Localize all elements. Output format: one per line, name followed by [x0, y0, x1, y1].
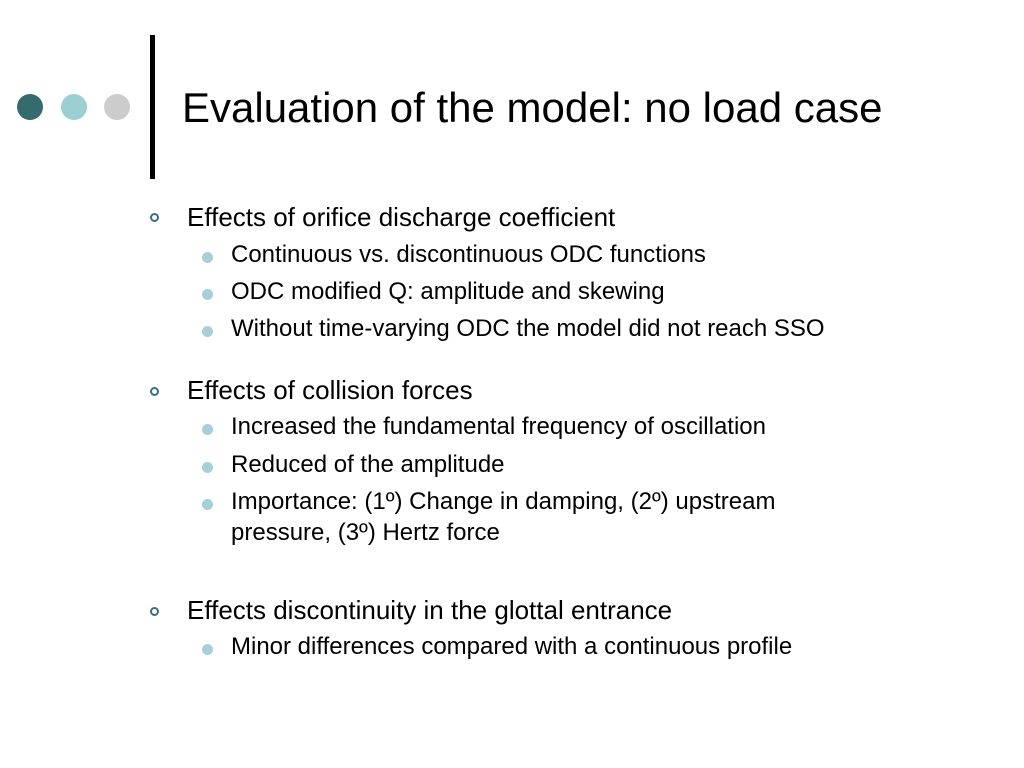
list-item: Increased the fundamental frequency of oscillation	[231, 413, 766, 440]
level2-bullet-icon	[202, 289, 213, 300]
level2-bullet-icon	[202, 644, 213, 655]
list-item: Continuous vs. discontinuous ODC functions	[231, 241, 706, 268]
level2-bullet-icon	[202, 499, 213, 510]
list-item: Minor differences compared with a continuous profile	[231, 633, 793, 660]
level1-bullet-icon	[150, 387, 159, 396]
list-item: Importance: (1º) Change in damping, (2º) upstream	[231, 488, 776, 515]
section-heading: Effects discontinuity in the glottal entrance	[187, 595, 673, 625]
level2-bullet-icon	[202, 462, 213, 473]
level1-bullet-icon	[150, 607, 159, 616]
level2-bullet-icon	[202, 424, 213, 435]
slide-title: Evaluation of the model: no load case	[182, 84, 883, 131]
section-heading: Effects of orifice discharge coefficient	[187, 202, 616, 232]
list-item: Reduced of the amplitude	[231, 451, 505, 478]
list-item: Without time-varying ODC the model did not reach SSO	[231, 315, 825, 342]
list-item: ODC modified Q: amplitude and skewing	[231, 278, 665, 305]
level1-bullet-icon	[150, 213, 159, 222]
level2-bullet-icon	[202, 252, 213, 263]
level2-bullet-icon	[202, 326, 213, 337]
section-heading: Effects of collision forces	[187, 375, 473, 405]
list-item-continuation: pressure, (3º) Hertz force	[231, 519, 500, 546]
